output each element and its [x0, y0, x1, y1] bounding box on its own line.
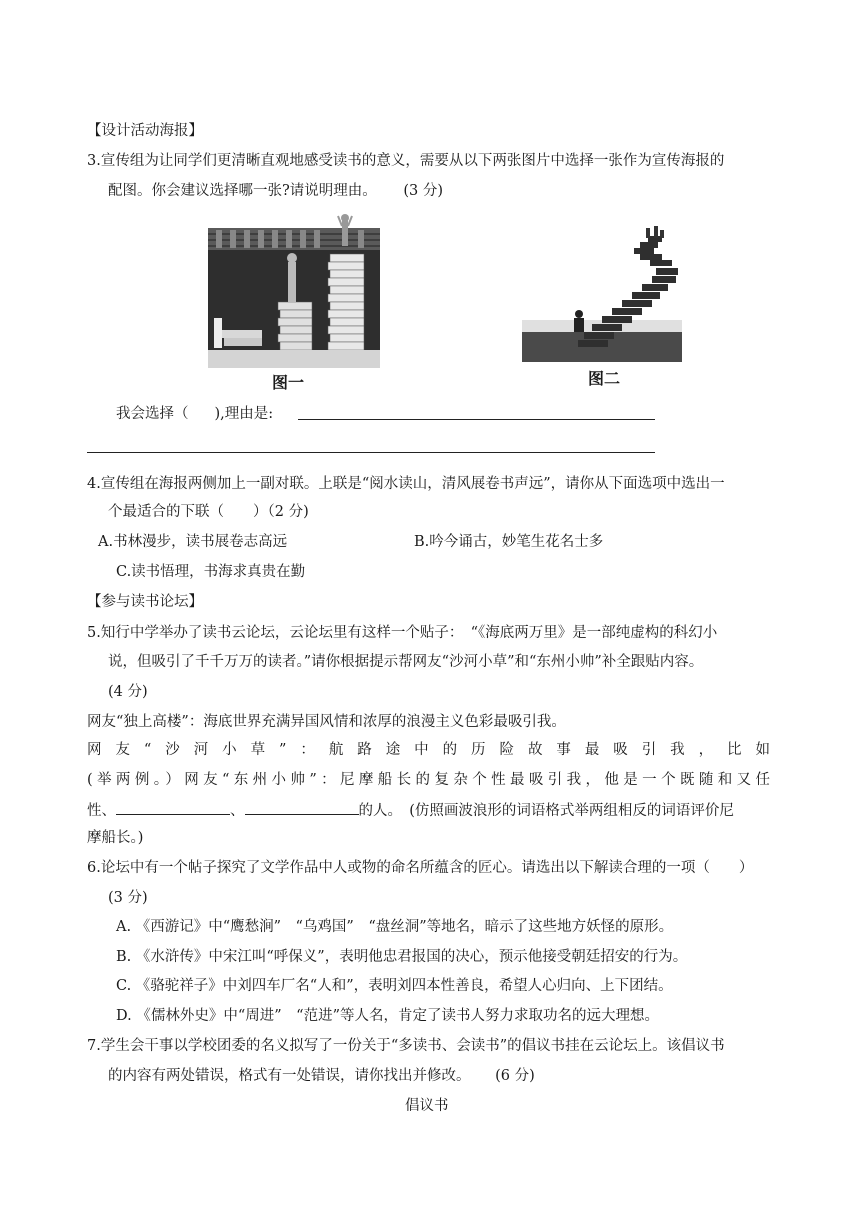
question-3-answer-prompt — [116, 404, 273, 424]
question-6-option-a: A. 《西游记》中“鹰愁涧” “乌鸡国” “盘丝洞”等地名，暗示了这些地方妖怪的原形。 — [116, 919, 674, 935]
stacked-books-illustration — [208, 210, 380, 368]
question-5-line-2: 说，但吸引了千千万万的读者。”请你根据提示帮网友“沙河小草”和“东州小帅”补全跟贴内容。 — [108, 654, 704, 670]
question-5-reply-5: 摩船长。) — [87, 830, 144, 846]
figure-1-caption: 图一 — [272, 373, 305, 392]
question-7-line-1: 7.学生会干事以学校团委的名义拟写了一份关于“多读书、会读书”的倡议书挂在云论坛上。该倡议书 — [87, 1038, 725, 1054]
question-5-reply-1: 网友“独上高楼”：海底世界充满异国风情和浓厚的浪漫主义色彩最吸引我。 — [87, 714, 566, 730]
question-4-option-c: C.读书悟理，书海求真贵在勤 — [116, 564, 306, 580]
question-4-line-2: 个最适合的下联（ ）（2 分) — [108, 504, 309, 520]
section-heading-poster: 【设计活动海报】 — [87, 123, 203, 139]
question-6-score: (3 分) — [108, 890, 148, 906]
question-3-line-2 — [108, 181, 443, 201]
book-staircase-illustration — [522, 222, 682, 362]
question-4-line-1: 4.宣传组在海报两侧加上一副对联。上联是“阅水读山，清风展卷书声远”，请你从下面选项中选出一 — [87, 476, 725, 492]
question-4-option-a: A.书林漫步，读书展卷志高远 — [98, 534, 288, 550]
question-5-score: (4 分) — [108, 684, 148, 700]
question-4-option-b: B.吟今诵古，妙笔生花名士多 — [414, 534, 604, 550]
question-3-text: 配图。你会建议选择哪一张?请说明理由。 — [108, 183, 377, 199]
proposal-title: 倡议书 — [405, 1098, 449, 1114]
answer-reason-line-1[interactable] — [298, 419, 655, 420]
question-6-option-c: C. 《骆驼祥子》中刘四车厂名“人和”，表明刘四本性善良，希望人心归向、上下团结。 — [116, 978, 673, 994]
question-5-reply-2: 网友“沙河小草”：航路途中的历险故事最吸引我，比如 — [87, 742, 770, 758]
reply-4-end: 的人。 (仿照画波浪形的词语格式举两组相反的词语评价尼 — [358, 803, 734, 819]
question-6-line-1: 6.论坛中有一个帖子探究了文学作品中人或物的命名所蕴含的匠心。请选出以下解读合理的一项（ ） — [87, 860, 754, 876]
reply-4-sep: 、 — [230, 803, 245, 819]
figure-2-caption: 图二 — [588, 369, 621, 388]
answer-prefix: 我会选择（ — [116, 406, 189, 422]
question-7-line-2 — [108, 1066, 535, 1086]
question-5-reply-3: (举两例。）网友“东州小帅”：尼摩船长的复杂个性最吸引我，他是一个既随和又任 — [87, 772, 770, 788]
question-7-text: 的内容有两处错误，格式有一处错误，请你找出并修改。 — [108, 1068, 471, 1084]
figure-1-image — [208, 210, 380, 368]
question-7-score: (6 分) — [495, 1068, 535, 1084]
word-blank-1[interactable] — [116, 800, 230, 815]
question-3-line-1: 3.宣传组为让同学们更清晰直观地感受读书的意义，需要从以下两张图片中选择一张作为宣传海报的 — [87, 153, 725, 169]
answer-mid: ),理由是: — [214, 406, 274, 422]
answer-reason-line-2[interactable] — [87, 452, 655, 453]
question-6-option-b: B. 《水浒传》中宋江叫“呼保义”，表明他忠君报国的决心，预示他接受朝廷招安的行为。 — [116, 949, 688, 965]
word-blank-2[interactable] — [245, 800, 359, 815]
question-6-option-d: D. 《儒林外史》中“周进” “范进”等人名，肯定了读书人努力求取功名的远大理想。 — [116, 1008, 659, 1024]
section-heading-forum: 【参与读书论坛】 — [87, 594, 203, 610]
question-5-line-1: 5.知行中学举办了读书云论坛，云论坛里有这样一个贴子： “《海底两万里》是一部纯虚构的科幻小 — [87, 625, 718, 641]
question-3-score: (3 分) — [403, 183, 444, 199]
question-5-reply-4 — [87, 800, 734, 821]
figure-2-image — [522, 222, 682, 362]
reply-4-start: 性、 — [87, 803, 116, 819]
